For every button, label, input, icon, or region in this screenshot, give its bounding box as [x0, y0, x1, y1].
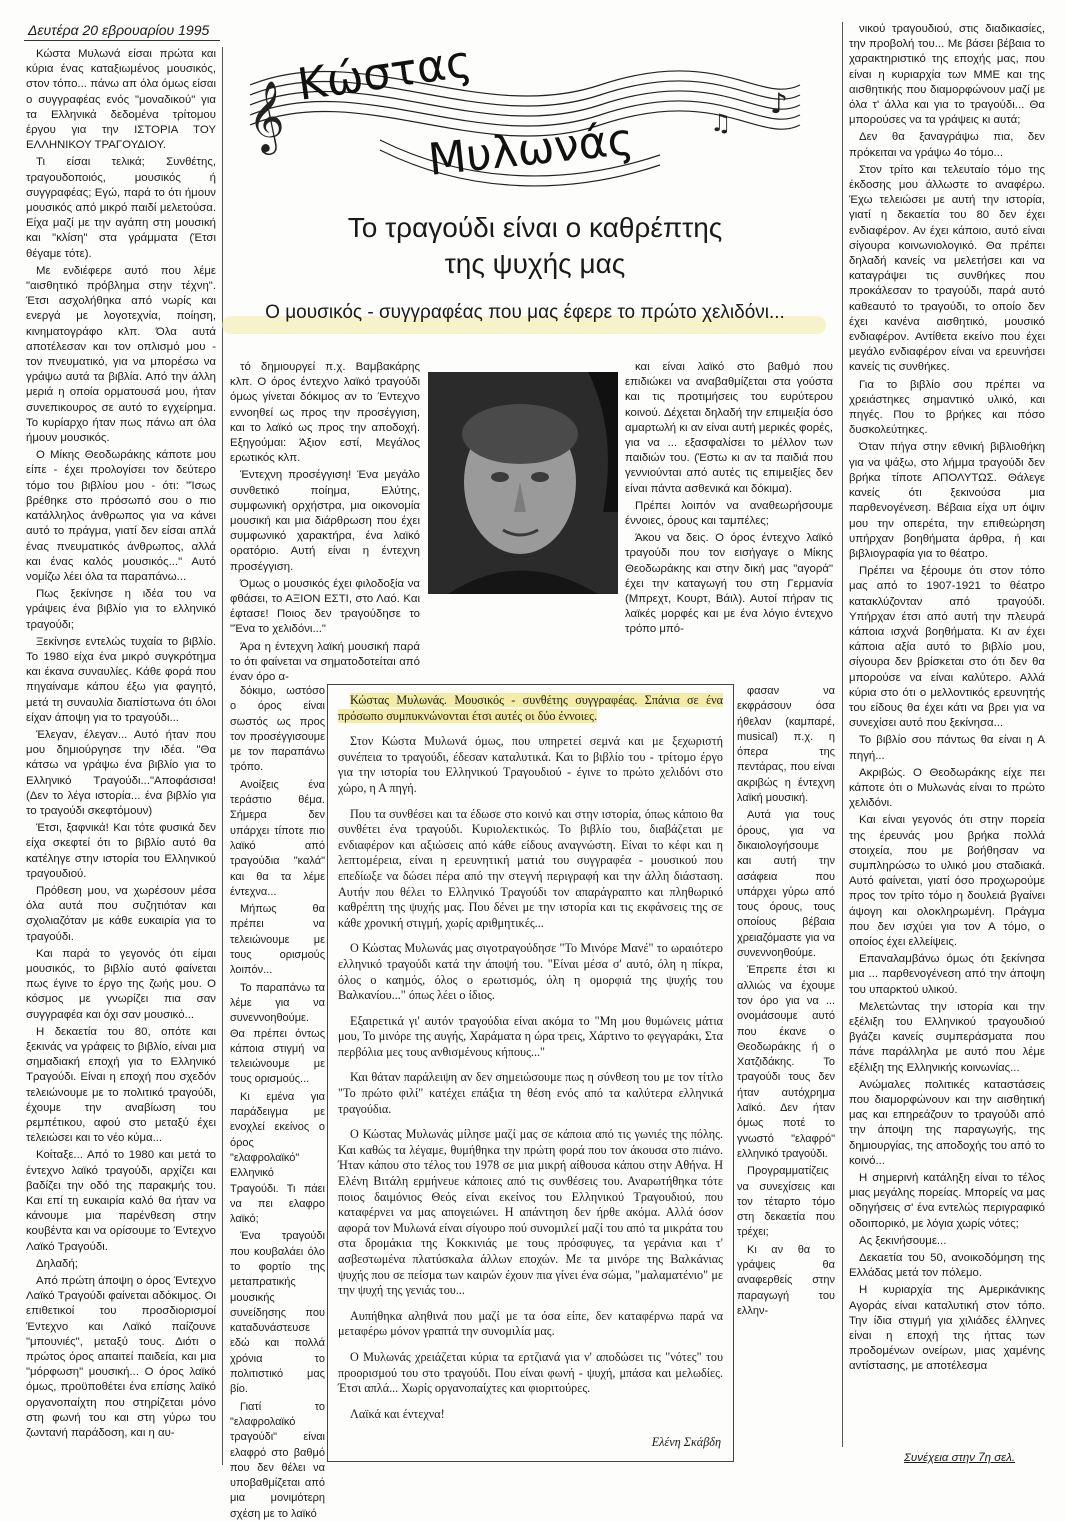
- column-3-paragraph: και είναι λαϊκό στο βαθμό που επιδιώκει να αναβαθμίζεται στα γούστα και τις προτιμήσεις του ευρύτερου κοινού. Δέχεται δηλαδή την επιμειξία όσο αμαρτωλή κι αν είναι αυτή μερικές φορές, για να ... εξασφαλίσει το μέλλον των παιδιών του. (Έστω κι αν τα παιδιά που γεννιούνται από αυτές τις επιμειξίες δεν είναι πάντα ασθενικά και δόκιμα).: [625, 361, 833, 495]
- box-paragraph: Εξαιρετικά γι' αυτόν τραγούδια είναι ακόμα το "Μη μου θυμώνεις μάτια μου, Το μινόρε της αυγής, Χαράματα η ώρα τρεις, Χάρτινο το φεγγαράκι, Στα περβόλια μες τους ανθισμένους κήπους...": [338, 1013, 723, 1059]
- continued-note: Συνέχεια στην 7η σελ.: [904, 1452, 1016, 1464]
- column-4-lower-paragraph: Αυτά για τους όρους, για να δικαιολογήσουμε και αυτή την ασάφεια που υπάρχει γύρω από τους όρους, τους οποίους βέβαια χρειαζόμαστε για να συνεννοηθούμε.: [737, 809, 835, 960]
- column-1-paragraph: Από πρώτη άποψη ο όρος Έντεχνο Λαϊκό Τραγούδι φαίνεται αδόκιμος. Οι επιθετικοί του προσδιορισμοί Έντεχνο και Λαϊκό παίζουνε "μπουνιές", μεταξύ τους. Διότι ο πρώτος όρος απαιτεί παιδεία, και μια "μόρφωση" μουσική... Ο όρος λαϊκό όμως, προϋποθέτει ένα επίσης λαϊκό οργανοπαίχτη που στηρίζεται μόνο στη φωνή του και στη γύρω του ζωντανή παράδοση, και η αυ-: [26, 1275, 216, 1440]
- column-2-lower-paragraph: Ανοίξεις ένα τεράστιο θέμα. Σήμερα δεν υπάρχει τίποτε πιο λαϊκό από τραγούδια "καλά" και θα τα λέμε έντεχνα...: [230, 778, 325, 898]
- column-5-paragraph: Όταν πήγα στην εθνική βιβλιοθήκη για να ψάξω, στο λήμμα τραγούδι δεν βρήκα τίποτε ΑΠΟΛΥΤΩΣ. Θάλεγε κανείς ότι ξεκινούσα μια παρθενογένεση. Βέβαια είχα υπ όψιν μου την οπερέτα, την επιθεώρηση υπήρχαν βοηθήματα άρθρα, ή και βιβλιογραφία για το θέατρο.: [849, 441, 1045, 560]
- column-5-paragraph: νικού τραγουδιού, στις διαδικασίες, την προβολή του... Με βάσει βέβαια το χαρακτηριστικό της εποχής μας, που είναι η κυριαρχία των ΜΜΕ και της αισθητικής που διαμορφώνουν μαζί με όλα τ' άλλα και για το τραγούδι... Θα μπορούσες να τα γράψεις κι αυτά;: [849, 23, 1045, 127]
- column-1-paragraph: Έλεγαν, έλεγαν... Αυτό ήταν που μου δημιούργησε την ιδέα. "Θα κάτσω να γράψω ένα βιβλίο για το Ελληνικό Τραγούδι..."Αποφάσισα! (Δεν το λέγα ιστορία... ένα βιβλίο για το τραγούδι σκεφτόμουν): [26, 728, 216, 817]
- title-banner: [240, 36, 805, 190]
- subhead: Ο μουσικός - συγγραφέας που μας έφερε το πρώτο χελιδόνι...: [265, 302, 785, 323]
- column-2-paragraph: Όμως ο μουσικός έχει φιλοδοξία να φθάσει, το ΑΞΙΟΝ ΕΣΤΙ, στο Λαό. Και έφτασε! Ποιος δεν τραγούδησε το "Ένα το χελιδόνι...": [230, 577, 420, 636]
- treble-clef-icon: 𝄞: [248, 79, 285, 152]
- column-3-paragraph: Άκου να δεις. Ο όρος έντεχνο λαϊκό τραγούδι που τον εισήγαγε ο Μίκης Θεοδωράκης και στην δική μας "αγορά" έχει την καταγωγή του στη Γερμανία (Μπρεχτ, Κουρτ, Βάιλ). Αυτοί πήραν τις λαϊκές μορφές και με ένα λόγιο έντεχνο τρόπο μπό-: [625, 532, 833, 636]
- column-4-lower-paragraph: Κι αν θα το γράψεις θα αναφερθείς στην παραγωγή του ελλην-: [737, 1243, 835, 1317]
- column-1-paragraph: Τι είσαι τελικά; Συνθέτης, τραγουδοποιός, μουσικός ή συγγραφέας; Εγώ, παρά το ότι ήμουν μουσικός από μικρό παιδί μελετούσα. Είχα μαζί με την αγάπη στη μουσική και "κλίση" στα γράμματα (Έτσι θέγαμε τότε).: [26, 156, 216, 260]
- column-2-paragraph: τό δημιουργεί π.χ. Βαμβακάρης κλπ. Ο όρος έντεχνο λαϊκό τραγούδι όμως γίνεται δόκιμος αν το Έντεχνο εννοηθεί ως προς την προσέγγιση, και το λαϊκό ως προς την αποδοχή. Εξηγούμαι: Άξιον εστί, Μεγάλος ερωτικός κλπ.: [230, 361, 420, 465]
- headline: [240, 210, 830, 282]
- column-2-lower-paragraph: Ένα τραγούδι που κουβαλάει όλο το φορτίο της μεταπρατικής μουσικής συνείδησης που καταδυνάστευσε εδώ και πολλά χρόνια το πολιτιστικό μας βίο.: [230, 1230, 325, 1396]
- box-paragraph: Ο Κώστας Μυλωνάς μας σιγοτραγούδησε "Το Μινόρε Μανέ" το ωραιότερο ελληνικό τραγούδι κατά την άποψή του. "Είναι μέσα σ' αυτό, όλη η πίκρα, όλος ο καημός, όλος ο ερωτισμός, όλη η ομορφιά της ψυχής του Βαλκανίου..." όπως λέει ο ίδιος.: [338, 941, 723, 1003]
- headline-line-1: Το τραγούδι είναι ο καθρέπτης: [347, 212, 723, 243]
- box-paragraph: Στον Κώστα Μυλωνά όμως, που υπηρετεί σεμνά και με ξεχωριστή συνέπεια το τραγούδι, έδεσαν καταλυτικά. Και το βιβλίο του - τρίτομο έργο για την ιστορία του Ελληνικού Τραγουδιού - έγινε το πρώτο χελιδόνι στο χώρο, η Α πηγή.: [338, 734, 723, 795]
- headline-line-2: της ψυχής μας: [444, 248, 626, 279]
- column-5-paragraph: Μελετώντας την ιστορία και την εξέλιξη του Ελληνικού τραγουδιού βγάζει κανείς συμπεράσματα που πάνε παράλληλα με αυτό που λέμε εξέλιξη της Ελληνικής κοινωνίας...: [849, 1000, 1045, 1074]
- column-1-paragraph: Κοίταξε... Από το 1980 και μετά το έντεχνο λαϊκό τραγούδι, αρχίζει και βαδίζει την οδό της παρακμής του. Και επί τη ευκαιρία καλό θα ήταν να κάνουμε μια παρένθεση στην κουβέντα και να ορίσουμε το Έντεχνο Λαϊκό Τραγούδι.: [26, 1149, 216, 1253]
- column-5-paragraph: Ακριβώς. Ο Θεοδωράκης είχε πει κάποτε ότι ο Μυλωνάς είναι το πρώτο χελιδόνι.: [849, 766, 1045, 810]
- column-4-lower-paragraph: φασαν να εκφράσουν όσα ήθελαν (καμπαρέ, musical) π.χ. η όπερα της πεντάρας, που είναι ακριβώς η έντεχνη λαϊκή μουσική.: [737, 685, 835, 805]
- column-3: [625, 360, 833, 680]
- column-1-paragraph: Με ενδιέφερε αυτό που λέμε "αισθητικό πρόβλημα στην τέχνη". Έτσι ασχολήθηκα από νωρίς και ενεργά με λογοτεχνία, ποίηση, κινηματογράφο κλπ. Όλα αυτά αποτέλεσαν και τον οπλισμό μου - τον πνευματικό, για να μπορέσω να γράψω αυτά τα βιβλία. Από την άλλη μεριά η οποία ορματουσά μου, ήταν συνεπικουρος σε αυτό το εγχείρημα. Το κυρίαρχο ήταν πως πάνω απ όλα ήμουν μουσικός.: [26, 264, 216, 445]
- column-1-paragraph: Ο Μίκης Θεοδωράκης κάποτε μου είπε - έχει προλογίσει τον δεύτερο τόμο του βιβλίου μου - ότι: "Ίσως βρέθηκε στο πρόσωπό σου ο πιο κατάλληλος άνθρωπος για να κάνει αυτό το πράγμα, γιατί δεν είσαι απλά ένας πνευματικός άνθρωπος, αλλά και ένας καλός μουσικός..." Αυτό νομίζω λέει όλα τα παραπάνω...: [26, 449, 216, 583]
- column-1: [26, 47, 223, 1465]
- column-5-paragraph: Στον τρίτο και τελευταίο τόμο της έκδοσης μου άλλωστε το αναφέρω. Έχω τελειώσει με αυτή την ιστορία, γιατί η δεκαετία του 80 δεν έχει ενδιαφέρον. Αν έχει κάποιο, αυτό είναι σίγουρα κοινωνιολογικό. Θα πρέπει δηλαδή κανείς να μελετήσει και να καταγράψει τις συνθήκες που προκάλεσαν το τραγούδι, παρά αυτό καθεαυτό το τραγούδι, το οποίο δεν έχει κανένα αισθητικό, μουσικό ενδιαφέρον. Αντίθετα εκείνο που έχει μεγάλο ενδιαφέρον είναι να ερευνήσει κανείς τις συνθήκες.: [849, 163, 1045, 374]
- column-2-lower-paragraph: δόκιμο, ωστόσο ο όρος είναι σωστός ως προς τον προσέγγισουμε με τον παραπάνω τρόπο.: [230, 685, 325, 774]
- top-rule: [24, 40, 220, 41]
- column-5-paragraph: Δεν θα ξαναγράψω πια, δεν πρόκειται να γράψω 4ο τόμο...: [849, 131, 1045, 159]
- column-5-paragraph: Επαναλαμβάνω όμως ότι ξεκίνησα μια ... παρθενογένεση από την άποψη του υπαρκτού υλικού.: [849, 953, 1045, 996]
- column-1-paragraph: Κώστα Μυλωνά είσαι πρώτα και κύρια ένας καταξιωμένος μουσικός, στον τόπο... πάνω απ όλα όμως είσαι ο συγγραφέας ενός "μοναδικού" για τα Ελληνικά δεδομένα τρίτομου έργου για την ΙΣΤΟΡΙΑ ΤΟΥ ΕΛΛΗΝΙΚΟΥ ΤΡΑΓΟΥΔΙΟΥ.: [26, 48, 216, 152]
- column-2-lower: [230, 684, 325, 1520]
- note-icon-2: ♫: [710, 109, 732, 137]
- box-paragraph: Που τα συνθέσει και τα έδωσε στο κοινό και στην ιστορία, όπως κάποιο θα συνθέτει ένα τραγούδι. Κυριολεκτικώς. Το βιβλίο του, διαβάζεται με ενδιαφέρον και αξιώσεις από κάθε είδους αναγνώστη. Είναι το κέφι και η λεπτομέρεια, είναι η ερευνητική ματιά του συγγραφέα - μουσικού που επεδίωξε να δώσει πέρα από την στεγνή περιγραφή και την άλλη διάσταση. Αυτήν που θέλει το Ελληνικό Τραγούδι τον απαράγραπτο και πληθωρικό καθρέπτη της ψυχής μας. Που δένει με την ιστορία και τις εκφάνσεις της σε κάθε χρονική στιγμή, χωρίς αριθμητικές...: [338, 806, 723, 930]
- column-5-paragraph: Η σημερινή κατάληξη είναι το τέλος μιας μεγάλης πορείας. Μπορείς να μας οδηγήσεις σ' ένα εντελώς περιγραφικό οδοιπορικό, με λόγια χωρίς νότες;: [849, 1172, 1045, 1230]
- portrait-photo: [428, 372, 618, 594]
- column-1-paragraph: Έτσι, ξαφνικά! Και τότε φυσικά δεν είχα σκεφτεί ότι το βιβλίο αυτό θα κατέληγε στην ιστορία του Ελληνικού τραγουδιού.: [26, 822, 216, 880]
- column-2: [230, 360, 420, 682]
- column-4-lower: [737, 684, 835, 1466]
- sidebar-box: [327, 684, 734, 1462]
- column-5-paragraph: Δεκαετία του 50, ανοικοδόμηση της Ελλάδας μετά τον πόλεμο.: [849, 1252, 1045, 1280]
- column-5-paragraph: Το βιβλίο σου πάντως θα είναι η Α πηγή...: [849, 734, 1045, 762]
- column-2-lower-paragraph: Γιατί το "ελαφρολαϊκό τραγούδι" είναι ελαφρό στο βαθμό που δεν θέλει να υποβαθμίζεται από μια μονιμότερη σχέση με το λαϊκό: [230, 1400, 325, 1520]
- column-2-lower-paragraph: Το παραπάνω τα λέμε για να συνεννοηθούμε. Θα πρέπει όντως κάποια στιγμή να τελειώνουμε με τους ορισμούς...: [230, 981, 325, 1086]
- column-5-paragraph: Και είναι γεγονός ότι στην πορεία της έρευνάς μου βρήκα πολλά στοιχεία, που με βοήθησαν να συμπληρώσω το υλικό μου σταδιακά. Αυτό φαίνεται, γιατί όσο προχωρούμε προς τον τρίτο τόμο η δουλειά βγαίνει άψογη και ολοκληρωμένη. Πράγμα που δεν ισχύει για τον Α τόμο, ο οποίος έχει ελλείψεις.: [849, 814, 1045, 948]
- signature: Ελένη Σκάβδη: [651, 1435, 721, 1450]
- banner-name-first: Κώστας: [294, 36, 475, 111]
- column-2-lower-paragraph: Μήπως θα πρέπει να τελειώνουμε με τους ορισμούς λοιπόν...: [230, 903, 325, 977]
- box-paragraph: Αυπήθηκα αληθινά που μαζί με τα όσα είπε, δεν καταφέρνω παρά να μεταφέρω μόνον γραπτά την συνομιλία μας.: [338, 1308, 723, 1339]
- column-5-paragraph: Ανώμαλες πολιτικές καταστάσεις που διαμορφώνουν και την αισθητική μας και επηρεάζουν το τραγούδι από την άποψη της παραγωγής, της δημιουργίας, της αποδοχής του από το κοινό...: [849, 1078, 1045, 1167]
- dateline: Δευτέρα 20 εβρουαρίου 1995: [28, 22, 210, 38]
- column-2-lower-paragraph: Κι εμένα για παράδειγμα με ενοχλεί εκείνος ο όρος "ελαφρολαϊκό" Ελληνικό Τραγούδι. Τι πάει να πει ελαφρο λαϊκό;: [230, 1090, 325, 1226]
- note-icon: ♪: [770, 87, 788, 120]
- box-paragraph: Λαϊκά και έντεχνα!: [350, 1406, 445, 1421]
- column-5-paragraph: Για το βιβλίο σου πρέπει να χρειάστηκες σημαντικό υλικό, και πηγές. Που το βρήκες και πόσο δυσκολεύτηκες.: [849, 378, 1045, 437]
- banner-name-last: Μυλωνάς: [425, 113, 636, 186]
- box-paragraph: Ο Κώστας Μυλωνάς μίλησε μαζί μας σε κάποια από τις γωνιές της πόλης. Και καθώς τα λέγαμε, θυμήθηκα την πρώτη φορά που τον άκουσα στο πιάνο. Ήταν κάπου στο τέλος του 1978 σε μια μικρή αίθουσα κάπου στην Αθήνα. Η Ελένη Βιτάλη ερμήνευε κάποιες από τις συνθέσεις του. Αναρωτήθηκα τότε ποιος δαιμόνιος Θεός είναι εκείνος του Ελληνικού Τραγουδιού, που καταφέρνει να μας απογειώνει. Η απάντηση δεν ήρθε ακόμα. Αλλά όσον αφορά τον Μυλωνά είναι σίγουρο πού συνομιλεί μαζί του από τα μικράτα του στα δρομάκια της Κοκκινιάς με τους πρόσφυγες, τα γεράνια και τ' ασβεστωμένα πλατύσκαλα άλλων εποχών. Με τα μινόρε της Βαλκάνιας ψυχής που σε πείσμα των καιρών έχουν πια γίνει ένα σώμα, "μαλαματένιο" με την ψυχή της γενιάς του...: [338, 1127, 723, 1298]
- column-4-lower-paragraph: Προγραμματίζεις να συνεχίσεις και τον τέταρτο τόμο στη δεκαετία που τρέχει;: [737, 1165, 835, 1239]
- column-2-paragraph: Άρα η έντεχνη λαϊκή μουσική παρά το ότι φαίνεται να σηματοδοτείται από έναν όρο α-: [230, 640, 420, 684]
- column-3-paragraph: Πρέπει λοιπόν να αναθεωρήσουμε έννοιες, όρους και ταμπέλες;: [625, 499, 833, 528]
- column-1-paragraph: Πρόθεση μου, να χωρέσουν μέσα όλα αυτά που συζητιόταν και σχολιαζόταν με κάθε ευκαιρία για το τραγούδι.: [26, 884, 216, 943]
- column-1-paragraph: Και παρά το γεγονός ότι είμαι μουσικός, το βιβλίο αυτό φαίνεται πως έγινε το έργο της ζωής μου. Ο κόσμος με γνωρίζει πια σαν συγγραφέα και όχι σαν μουσικό...: [26, 947, 216, 1021]
- column-1-paragraph: Πως ξεκίνησε η ιδέα του να γράψεις ένα βιβλίο για το ελληνικό τραγούδι;: [26, 588, 216, 631]
- box-lead: [338, 693, 723, 724]
- column-5-paragraph: Πρέπει να ξέρουμε ότι στον τόπο μας από το 1907-1921 το θέατρο κατακλύζονταν από τραγούδι. Υπήρχαν έτσι από αυτή την πλευρά κάποια ισχνά βοηθήματα. Κι αν έχει κάποια αξία αυτό το βιβλίο μου, σίγουρα δεν βρίσκεται στο ότι δεν θα μπορούσε να είναι καλύτερο. Αλλά κύρια στο ότι ο μελλοντικός ερευνητής του είδους θα έχει κάτι να βρει για να συνεχίσει αυτό που ξεκίνησα...: [849, 565, 1045, 730]
- column-5-paragraph: Ας ξεκινήσουμε...: [859, 1234, 947, 1247]
- box-paragraph: Ο Μυλωνάς χρειάζεται κύρια τα ερτζιανά για ν' αποδώσει τις "νότες" του προορισμού του στο τραγούδι. Που είναι φωνή - ψυχή, μπάσα και μελωδίες. Έτσι απλά... Χωρίς οργανοπαίχτες και φιοριτούρες.: [338, 1349, 723, 1396]
- box-paragraphs: [338, 734, 723, 1422]
- column-1-paragraph: Η δεκαετία του 80, οπότε και ξεκινάς να γράφεις το βιβλίο, είναι μια σημαδιακή εποχή για το Ελληνικό Τραγούδι. Είναι η εποχή που σχεδόν τελειώνουμε με το πολιτικό τραγούδι, έχουμε την αναβίωση του ρεμπέτικου, αφού στο μεταξύ έχει τελειώσει και το νέο κύμα...: [26, 1025, 216, 1145]
- column-1-paragraph: Ξεκίνησε εντελώς τυχαία το βιβλίο. Το 1980 είχα ένα μικρό συγκρότημα και έκανα συναυλίες. Κάθε φορά που πηγαίναμε κάπου έξω για φαγητό, μετά τη συναυλία διαπίστωνα ότι όλοι είχαν άποψη για το τραγούδι...: [26, 635, 216, 724]
- column-5-paragraph: Η κυριαρχία της Αμερικάνικης Αγοράς είναι καταλυτική στον τόπο. Την ίδια στιγμή για χιλιάδες έλληνες είναι η εποχή της ήττας των προδομένων ονείρων, μιας χαμένης αντίστασης, με αποτέλεσμα: [849, 1284, 1045, 1373]
- column-5: [842, 22, 1045, 1447]
- column-2-paragraph: Έντεχνη προσέγγιση! Ένα μεγάλο συνθετικό ποίημα, Ελύτης, συμφωνική ορχήστρα, μια οικονομία μουσική και μια διάρθρωση που έχει συμφωνικό χαρακτήρα, ένα λαϊκό ορατόριο. Αυτή είναι η έντεχνη προσέγγιση.: [230, 469, 420, 573]
- box-paragraph: Και θάταν παράλειψη αν δεν σημειώσουμε πως η σύνθεση του με τον τίτλο "Το πρώτο φιλί" κατέχει επάξια τη θέση ενός από τα καλύτερα ελληνικά τραγούδια.: [338, 1070, 723, 1116]
- column-4-lower-paragraph: Έπρεπε έτσι κι αλλιώς να έχουμε τον όρο για να ... ονομάσουμε αυτό που έκανε ο Θεοδωράκης ή ο Χατζιδάκης. Το τραγούδι τους δεν ήταν αυτόχρημα λαϊκό. Δεν ήταν όμως ποτέ το γνωστό "ελαφρό" ελληνικό τραγούδι.: [737, 964, 835, 1160]
- box-lead-text: Κώστας Μυλωνάς. Μουσικός - συνθέτης συγγραφέας. Σπάνια σε ένα πρόσωπο συμπυκνώνονται έτσι αυτές οι δύο έννοιες.: [338, 693, 723, 723]
- column-1-paragraph: Δηλαδή;: [36, 1257, 78, 1270]
